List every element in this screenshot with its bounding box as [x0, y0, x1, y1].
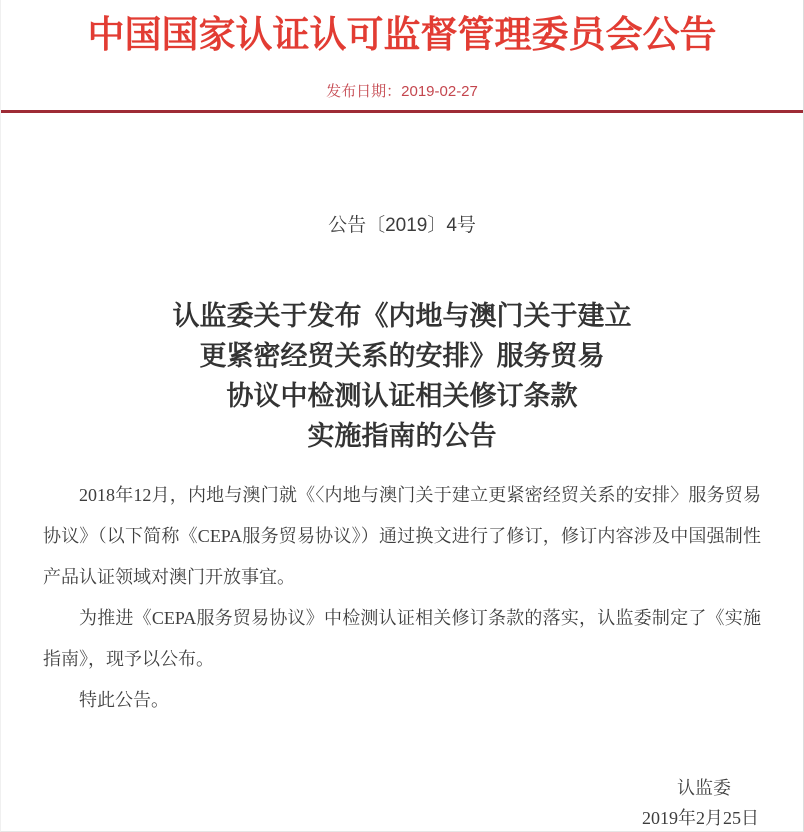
doc-title-line-3: 协议中检测认证相关修订条款 — [226, 381, 578, 411]
page-title: 中国国家认证认可监督管理委员会公告 — [87, 14, 717, 55]
paragraph-1: 2018年12月，内地与澳门就《〈内地与澳门关于建立更紧密经贸关系的安排〉服务贸易协议》（以下简称《CEPA服务贸易协议》）通过换文进行了修订，修订内容涉及中国强制性产品认证领域对澳门开放事宜。 — [43, 485, 761, 587]
signature-date: 2019年2月25日 — [642, 808, 759, 828]
doc-title-line-2: 更紧密经贸关系的安排》服务贸易 — [199, 341, 605, 371]
paragraph-3: 特此公告。 — [79, 690, 169, 710]
publish-date-value: 2019-02-27 — [401, 83, 478, 100]
document-body — [1, 213, 803, 828]
header-divider — [1, 110, 803, 113]
doc-title — [1, 296, 803, 456]
paragraph-2: 为推进《CEPA服务贸易协议》中检测认证相关修订条款的落实，认监委制定了《实施指南》，现予以公布。 — [43, 608, 761, 669]
publish-date-label: 发布日期： — [326, 83, 402, 100]
signature-signer: 认监委 — [677, 778, 731, 798]
signature-block — [1, 778, 803, 828]
doc-number: 公告〔2019〕4号 — [328, 215, 476, 236]
publish-date-row — [1, 82, 803, 102]
body-text — [1, 475, 803, 721]
doc-title-line-1: 认监委关于发布《内地与澳门关于建立 — [172, 301, 632, 331]
doc-title-line-4: 实施指南的公告 — [307, 421, 497, 451]
page-header — [1, 12, 803, 113]
